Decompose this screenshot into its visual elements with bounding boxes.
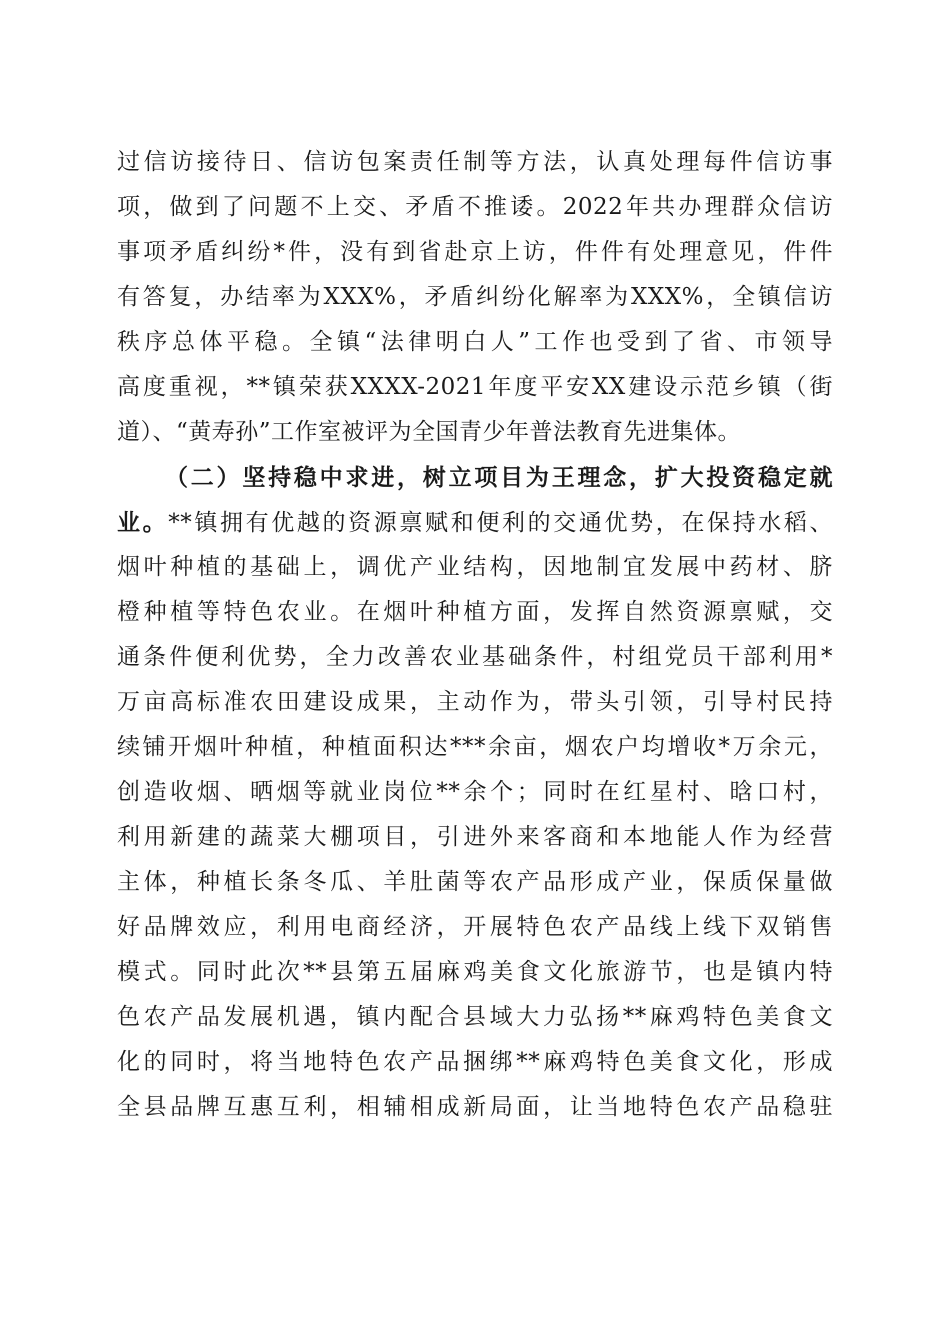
section-heading-end: 业。 <box>117 509 169 536</box>
text-line: 好品牌效应，利用电商经济，开展特色农产品线上线下双销售 <box>117 914 833 940</box>
text-line: 万亩高标准农田建设成果，主动作为，带头引领，引导村民持 <box>117 689 833 715</box>
text-line: 全县品牌互惠互利，相辅相成新局面，让当地特色农产品稳驻 <box>117 1094 833 1120</box>
text-line: 项，做到了问题不上交、矛盾不推诿。2022年共办理群众信访 <box>117 194 833 220</box>
paragraph-investment-employment <box>117 455 833 1130</box>
document-body <box>117 140 833 1130</box>
section-heading: （二）坚持稳中求进，树立项目为王理念，扩大投资稳定就 <box>165 464 833 491</box>
text-line: 道）、“黄寿孙”工作室被评为全国青少年普法教育先进集体。 <box>117 419 742 445</box>
text-line <box>117 500 833 545</box>
text-line: 化的同时，将当地特色农产品捆绑**麻鸡特色美食文化，形成 <box>117 1049 833 1075</box>
paragraph-petition-work <box>117 140 833 455</box>
text-line: 利用新建的蔬菜大棚项目，引进外来客商和本地能人作为经营 <box>117 824 833 850</box>
text-line: 色农产品发展机遇，镇内配合县域大力弘扬**麻鸡特色美食文 <box>117 1004 833 1030</box>
text-line: 创造收烟、晒烟等就业岗位**余个；同时在红星村、晗口村， <box>117 779 833 805</box>
text-line: 续铺开烟叶种植，种植面积达***余亩，烟农户均增收*万余元， <box>117 734 833 760</box>
text-line: 模式。同时此次**县第五届麻鸡美食文化旅游节，也是镇内特 <box>117 959 833 985</box>
text-line-rest: **镇拥有优越的资源禀赋和便利的交通优势，在保持水稻、 <box>168 510 834 536</box>
text-line: 通条件便利优势，全力改善农业基础条件，村组党员干部利用* <box>117 644 833 670</box>
text-line: 主体，种植长条冬瓜、羊肚菌等农产品形成产业，保质保量做 <box>117 869 833 895</box>
text-line: 有答复，办结率为XXX%，矛盾纠纷化解率为XXX%，全镇信访 <box>117 284 834 310</box>
text-line: 秩序总体平稳。全镇“法律明白人”工作也受到了省、市领导 <box>117 329 833 355</box>
text-line: 事项矛盾纠纷*件，没有到省赴京上访，件件有处理意见，件件 <box>117 239 833 265</box>
text-line: 过信访接待日、信访包案责任制等方法，认真处理每件信访事 <box>117 149 833 175</box>
text-line: 橙种植等特色农业。在烟叶种植方面，发挥自然资源禀赋，交 <box>117 599 833 625</box>
text-line: 高度重视，**镇荣获XXXX-2021年度平安XX建设示范乡镇（街 <box>117 374 833 400</box>
text-line: 烟叶种植的基础上，调优产业结构，因地制宜发展中药材、脐 <box>117 554 833 580</box>
